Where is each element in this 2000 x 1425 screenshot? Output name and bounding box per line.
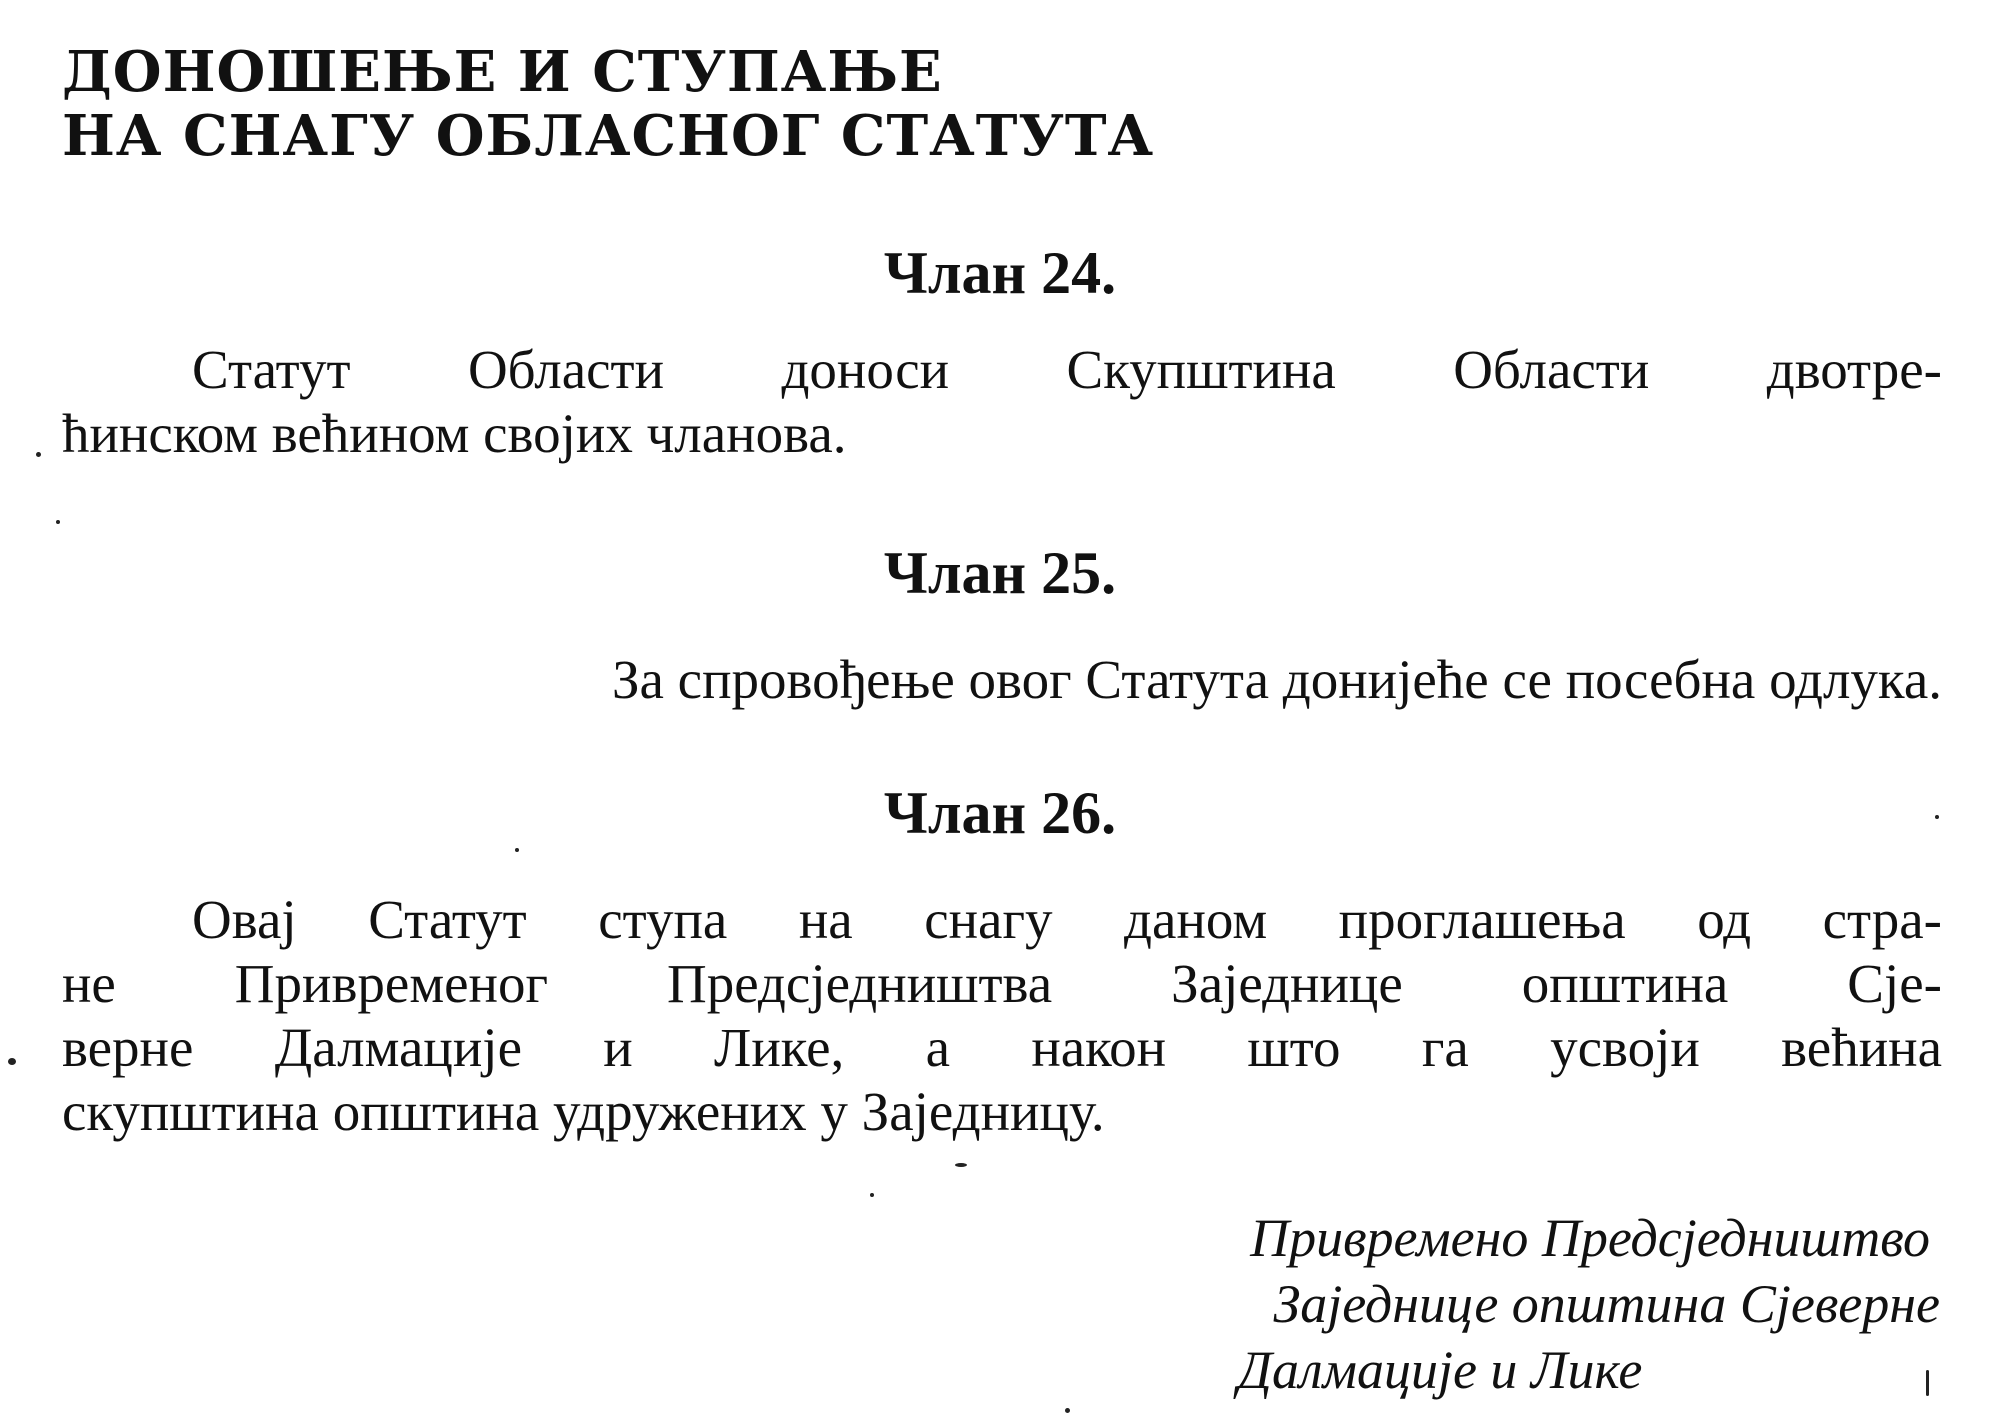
article-26-line-4: скупштина општина удружених у Заједницу. bbox=[62, 1081, 1105, 1142]
article-26-line-1: Овај Статут ступа на снагу даном проглашења од стра- bbox=[192, 889, 1942, 950]
article-24-text bbox=[62, 338, 1942, 466]
scan-speck bbox=[515, 848, 519, 852]
article-26-line-2: не Привременог Предсједништва Заједнице општина Сје- bbox=[62, 953, 1942, 1014]
section-heading-line-1: ДОНОШЕЊЕ И СТУПАЊЕ bbox=[62, 39, 943, 105]
article-26-title: Члан 26. bbox=[883, 780, 1117, 846]
article-24-line-2: ћинском већином својих чланова. bbox=[62, 403, 847, 464]
article-24-line-1: Статут Области доноси Скупштина Области двотре- bbox=[192, 339, 1942, 400]
article-25-text bbox=[62, 648, 1942, 712]
scan-speck bbox=[1926, 1370, 1929, 1396]
signature-line-2: Заједнице општина Сјеверне bbox=[1273, 1274, 1940, 1334]
scan-speck bbox=[36, 452, 41, 457]
scan-speck bbox=[1935, 815, 1939, 819]
scan-speck bbox=[955, 1163, 967, 1167]
article-26-text bbox=[62, 888, 1942, 1144]
article-25-line-1: За спровођење овог Статута донијеће се посебна одлука. bbox=[611, 649, 1942, 710]
article-24-title: Члан 24. bbox=[883, 240, 1117, 306]
scan-speck bbox=[56, 520, 60, 524]
article-25-title: Члан 25. bbox=[883, 540, 1117, 606]
scan-speck bbox=[1065, 1408, 1070, 1413]
signature-line-3: Далмације и Лике bbox=[1237, 1340, 1643, 1400]
section-heading bbox=[62, 40, 1154, 168]
article-26-line-3: верне Далмације и Лике, а након што га усвоји већина bbox=[62, 1017, 1942, 1078]
scan-speck bbox=[8, 1058, 16, 1065]
signature-line-1: Привремено Предсједништво bbox=[1250, 1208, 1930, 1268]
scan-speck bbox=[870, 1193, 874, 1197]
signature-block bbox=[960, 1205, 1940, 1403]
section-heading-line-2: НА СНАГУ ОБЛАСНОГ СТАТУТА bbox=[62, 103, 1155, 169]
